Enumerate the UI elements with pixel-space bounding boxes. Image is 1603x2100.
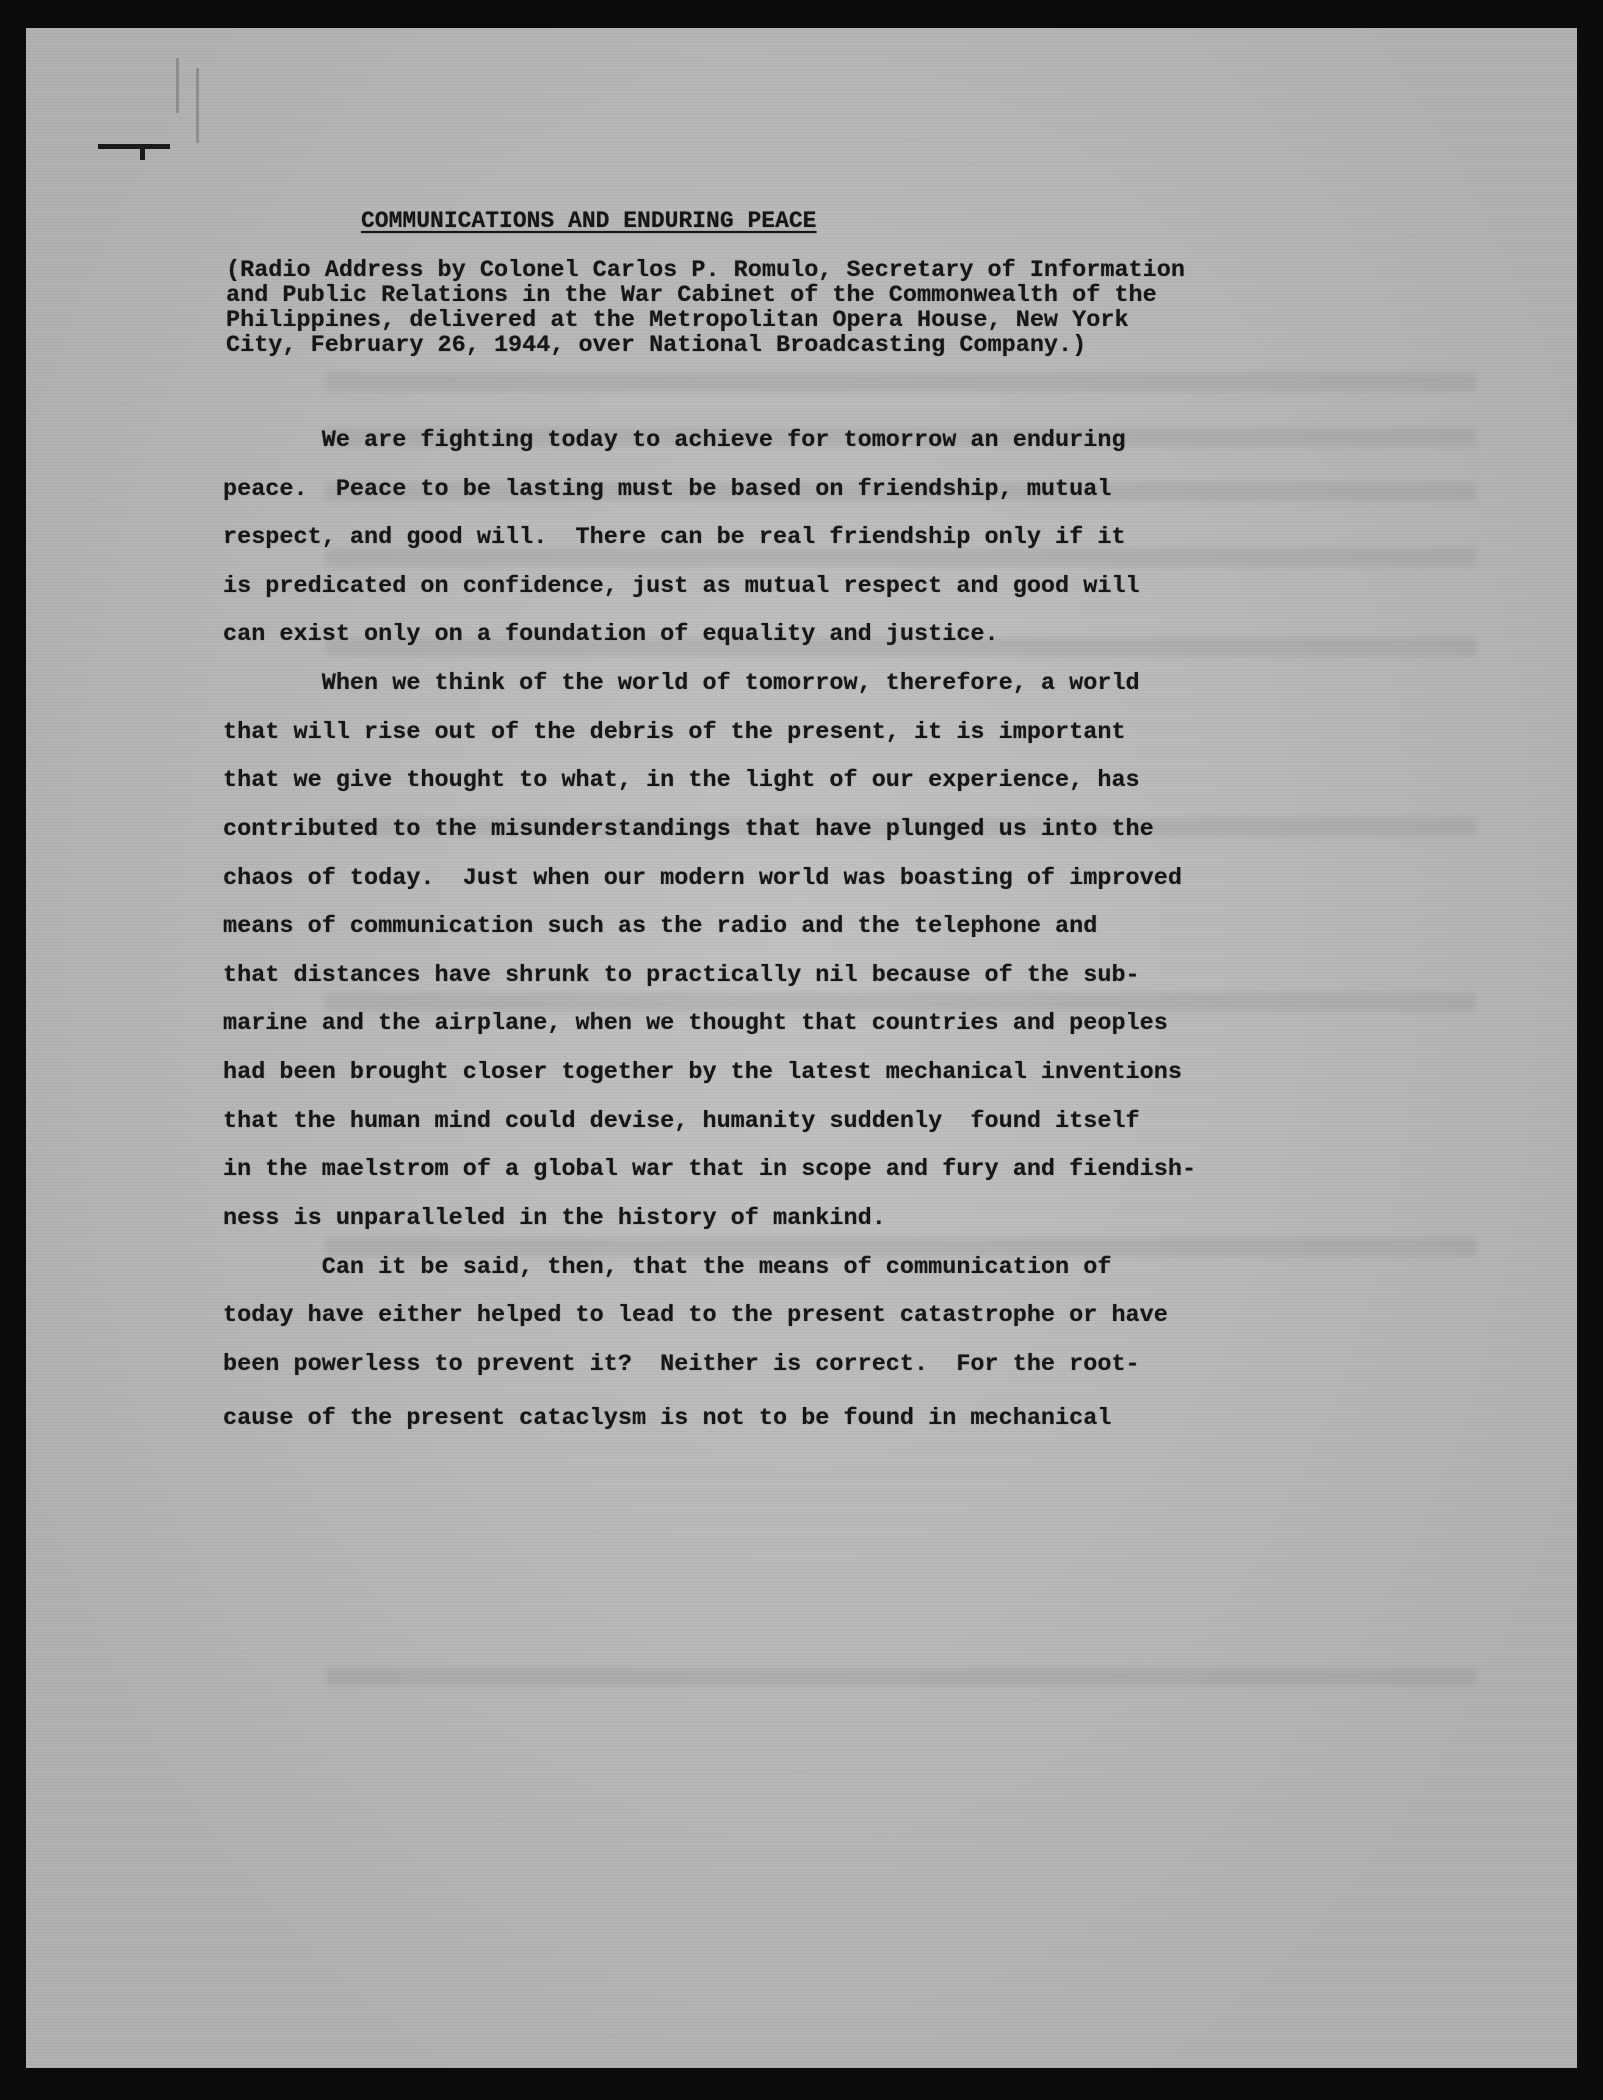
body-line: chaos of today. Just when our modern world was boasting of improved xyxy=(223,865,1182,892)
body-line: When we think of the world of tomorrow, therefore, a world xyxy=(223,670,1140,697)
body-line: marine and the airplane, when we thought that countries and peoples xyxy=(223,1010,1168,1037)
body-line: had been brought closer together by the latest mechanical inventions xyxy=(223,1059,1182,1086)
subtitle-line: Philippines, delivered at the Metropolitan Opera House, New York xyxy=(226,307,1129,334)
paperclip-mark-icon xyxy=(98,128,170,168)
body-line: in the maelstrom of a global war that in scope and fury and fiendish- xyxy=(223,1156,1197,1183)
body-line: peace. Peace to be lasting must be based on friendship, mutual xyxy=(223,476,1112,503)
body-line: been powerless to prevent it? Neither is correct. For the root- xyxy=(223,1351,1140,1378)
body-line: can exist only on a foundation of equality and justice. xyxy=(223,621,999,648)
body-line: contributed to the misunderstandings that have plunged us into the xyxy=(223,816,1154,843)
subtitle-line: City, February 26, 1944, over National Broadcasting Company.) xyxy=(226,332,1087,359)
body-line: today have either helped to lead to the present catastrophe or have xyxy=(223,1302,1168,1329)
bleed-through-line xyxy=(326,1668,1476,1686)
bleed-through-line xyxy=(326,993,1476,1011)
body-line: Can it be said, then, that the means of communication of xyxy=(223,1254,1112,1281)
body-line: respect, and good will. There can be real friendship only if it xyxy=(223,524,1126,551)
body-line: that distances have shrunk to practically nil because of the sub- xyxy=(223,962,1140,989)
body-line: that will rise out of the debris of the present, it is important xyxy=(223,719,1126,746)
body-line: that we give thought to what, in the light of our experience, has xyxy=(223,767,1140,794)
scan-scratch xyxy=(196,68,199,143)
body-line: We are fighting today to achieve for tomorrow an enduring xyxy=(223,427,1126,454)
scan-scratch xyxy=(176,58,179,113)
document-title: COMMUNICATIONS AND ENDURING PEACE xyxy=(361,208,817,234)
subtitle-line: (Radio Address by Colonel Carlos P. Romulo, Secretary of Information xyxy=(226,257,1185,284)
bleed-through-line xyxy=(326,373,1476,391)
body-line: that the human mind could devise, humanity suddenly found itself xyxy=(223,1108,1140,1135)
body-line: is predicated on confidence, just as mutual respect and good will xyxy=(223,573,1140,600)
body-line: cause of the present cataclysm is not to be found in mechanical xyxy=(223,1405,1112,1432)
typewritten-page xyxy=(26,28,1577,2068)
subtitle-line: and Public Relations in the War Cabinet of the Commonwealth of the xyxy=(226,282,1157,309)
body-line: means of communication such as the radio and the telephone and xyxy=(223,913,1098,940)
body-line: ness is unparalleled in the history of mankind. xyxy=(223,1205,886,1232)
